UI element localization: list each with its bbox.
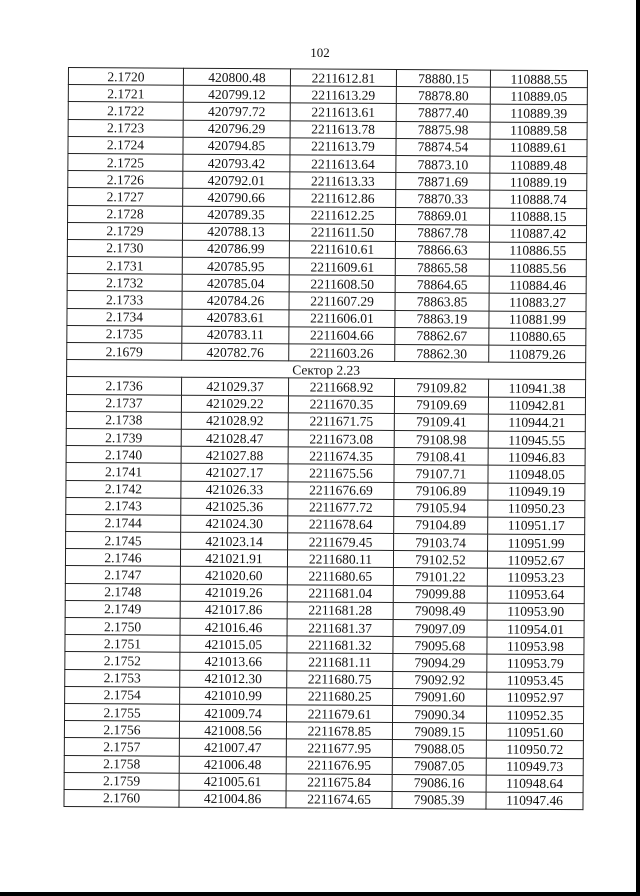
local-y-cell: 110888.74 bbox=[490, 190, 587, 208]
y-coordinate-cell: 2211680.11 bbox=[287, 550, 393, 568]
point-id-cell: 2.1727 bbox=[68, 188, 183, 206]
y-coordinate-cell: 2211680.25 bbox=[287, 688, 393, 706]
x-coordinate-cell: 421015.05 bbox=[180, 635, 287, 653]
x-coordinate-cell: 421021.91 bbox=[180, 549, 287, 567]
x-coordinate-cell: 421023.14 bbox=[181, 532, 288, 550]
local-y-cell: 110953.79 bbox=[487, 654, 584, 672]
y-coordinate-cell: 2211680.75 bbox=[287, 670, 393, 688]
x-coordinate-cell: 421026.33 bbox=[181, 481, 288, 499]
local-x-cell: 79109.41 bbox=[394, 413, 488, 431]
x-coordinate-cell: 420790.66 bbox=[183, 189, 290, 207]
point-id-cell: 2.1725 bbox=[68, 153, 183, 171]
local-x-cell: 78865.58 bbox=[395, 259, 489, 277]
local-y-cell: 110880.65 bbox=[489, 328, 586, 346]
local-x-cell: 79104.89 bbox=[394, 516, 488, 534]
point-id-cell: 2.1750 bbox=[65, 617, 180, 635]
local-x-cell: 78863.19 bbox=[395, 310, 489, 328]
point-id-cell: 2.1736 bbox=[67, 377, 182, 395]
local-x-cell: 79101.22 bbox=[393, 568, 487, 586]
local-x-cell: 79090.34 bbox=[393, 705, 487, 723]
y-coordinate-cell: 2211681.28 bbox=[287, 602, 393, 620]
local-x-cell: 79107.71 bbox=[394, 465, 488, 483]
x-coordinate-cell: 420800.48 bbox=[183, 68, 290, 86]
point-id-cell: 2.1720 bbox=[68, 68, 183, 86]
point-id-cell: 2.1751 bbox=[65, 635, 180, 653]
point-id-cell: 2.1755 bbox=[65, 703, 180, 721]
y-coordinate-cell: 2211612.25 bbox=[290, 206, 396, 224]
local-x-cell: 79088.05 bbox=[392, 740, 486, 758]
y-coordinate-cell: 2211681.37 bbox=[287, 619, 393, 637]
x-coordinate-cell: 421017.86 bbox=[180, 601, 287, 619]
local-y-cell: 110944.21 bbox=[488, 414, 585, 432]
local-y-cell: 110889.48 bbox=[490, 156, 587, 174]
x-coordinate-cell: 420799.12 bbox=[183, 85, 290, 103]
point-id-cell: 2.1753 bbox=[65, 669, 180, 687]
point-id-cell: 2.1730 bbox=[67, 239, 182, 257]
y-coordinate-cell: 2211677.95 bbox=[286, 739, 392, 757]
local-y-cell: 110948.64 bbox=[486, 775, 583, 793]
point-id-cell: 2.1746 bbox=[65, 549, 180, 567]
y-coordinate-cell: 2211677.72 bbox=[288, 499, 394, 517]
scan-edge-right bbox=[636, 0, 640, 896]
point-id-cell: 2.1722 bbox=[68, 102, 183, 120]
local-y-cell: 110888.15 bbox=[490, 208, 587, 226]
local-y-cell: 110951.99 bbox=[488, 534, 585, 552]
y-coordinate-cell: 2211673.08 bbox=[288, 430, 394, 448]
local-x-cell: 79109.82 bbox=[394, 379, 488, 397]
x-coordinate-cell: 420793.42 bbox=[183, 154, 290, 172]
y-coordinate-cell: 2211675.84 bbox=[286, 774, 392, 792]
y-coordinate-cell: 2211679.45 bbox=[288, 533, 394, 551]
x-coordinate-cell: 420789.35 bbox=[183, 206, 290, 224]
point-id-cell: 2.1734 bbox=[67, 308, 182, 326]
y-coordinate-cell: 2211613.29 bbox=[290, 86, 396, 104]
x-coordinate-cell: 420785.04 bbox=[182, 274, 289, 292]
x-coordinate-cell: 421010.99 bbox=[180, 687, 287, 705]
local-x-cell: 78878.80 bbox=[396, 87, 490, 105]
y-coordinate-cell: 2211612.86 bbox=[290, 189, 396, 207]
point-id-cell: 2.1744 bbox=[66, 514, 181, 532]
y-coordinate-cell: 2211668.92 bbox=[288, 378, 394, 396]
local-y-cell: 110953.23 bbox=[487, 569, 584, 587]
x-coordinate-cell: 420797.72 bbox=[183, 103, 290, 121]
y-coordinate-cell: 2211608.50 bbox=[289, 275, 395, 293]
point-id-cell: 2.1754 bbox=[65, 686, 180, 704]
local-y-cell: 110954.01 bbox=[487, 620, 584, 638]
y-coordinate-cell: 2211676.69 bbox=[288, 481, 394, 499]
point-id-cell: 2.1737 bbox=[66, 394, 181, 412]
y-coordinate-cell: 2211678.64 bbox=[288, 516, 394, 534]
local-y-cell: 110947.46 bbox=[486, 792, 583, 810]
local-y-cell: 110946.83 bbox=[488, 448, 585, 466]
local-y-cell: 110889.39 bbox=[490, 104, 587, 122]
local-y-cell: 110889.05 bbox=[490, 87, 587, 105]
local-y-cell: 110951.60 bbox=[486, 723, 583, 741]
local-x-cell: 78862.67 bbox=[395, 327, 489, 345]
local-x-cell: 79108.41 bbox=[394, 448, 488, 466]
local-y-cell: 110953.98 bbox=[487, 637, 584, 655]
local-y-cell: 110941.38 bbox=[488, 379, 585, 397]
y-coordinate-cell: 2211613.78 bbox=[290, 120, 396, 138]
point-id-cell: 2.1743 bbox=[66, 497, 181, 515]
local-x-cell: 79094.29 bbox=[393, 654, 487, 672]
coordinates-table-body bbox=[64, 68, 588, 810]
local-x-cell: 78870.33 bbox=[396, 190, 490, 208]
y-coordinate-cell: 2211676.95 bbox=[286, 756, 392, 774]
y-coordinate-cell: 2211612.81 bbox=[290, 69, 396, 87]
local-y-cell: 110950.72 bbox=[486, 740, 583, 758]
local-x-cell: 78873.10 bbox=[396, 155, 490, 173]
x-coordinate-cell: 421012.30 bbox=[180, 670, 287, 688]
point-id-cell: 2.1747 bbox=[65, 566, 180, 584]
local-x-cell: 78869.01 bbox=[396, 207, 490, 225]
x-coordinate-cell: 421013.66 bbox=[180, 653, 287, 671]
x-coordinate-cell: 420783.61 bbox=[182, 309, 289, 327]
local-y-cell: 110889.58 bbox=[490, 122, 587, 140]
point-id-cell: 2.1731 bbox=[67, 257, 182, 275]
section-title: Сектор 2.23 bbox=[67, 360, 586, 380]
x-coordinate-cell: 421006.48 bbox=[179, 756, 286, 774]
local-x-cell: 79103.74 bbox=[394, 534, 488, 552]
x-coordinate-cell: 421008.56 bbox=[179, 721, 286, 739]
local-x-cell: 78875.98 bbox=[396, 121, 490, 139]
local-y-cell: 110881.99 bbox=[489, 311, 586, 329]
point-id-cell: 2.1758 bbox=[64, 755, 179, 773]
local-x-cell: 78862.30 bbox=[395, 345, 489, 363]
x-coordinate-cell: 420785.95 bbox=[182, 257, 289, 275]
y-coordinate-cell: 2211671.75 bbox=[288, 413, 394, 431]
local-x-cell: 79098.49 bbox=[393, 602, 487, 620]
y-coordinate-cell: 2211613.79 bbox=[290, 138, 396, 156]
point-id-cell: 2.1752 bbox=[65, 652, 180, 670]
local-x-cell: 78874.54 bbox=[396, 138, 490, 156]
local-x-cell: 79105.94 bbox=[394, 499, 488, 517]
point-id-cell: 2.1756 bbox=[64, 721, 179, 739]
y-coordinate-cell: 2211613.64 bbox=[290, 155, 396, 173]
point-id-cell: 2.1739 bbox=[66, 428, 181, 446]
point-id-cell: 2.1757 bbox=[64, 738, 179, 756]
x-coordinate-cell: 421007.47 bbox=[179, 739, 286, 757]
local-x-cell: 79085.39 bbox=[392, 791, 486, 809]
y-coordinate-cell: 2211609.61 bbox=[289, 258, 395, 276]
local-y-cell: 110953.45 bbox=[487, 672, 584, 690]
point-id-cell: 2.1679 bbox=[67, 342, 182, 360]
x-coordinate-cell: 420786.99 bbox=[182, 240, 289, 258]
x-coordinate-cell: 421019.26 bbox=[180, 584, 287, 602]
y-coordinate-cell: 2211607.29 bbox=[289, 292, 395, 310]
point-id-cell: 2.1748 bbox=[65, 583, 180, 601]
local-x-cell: 79089.15 bbox=[392, 723, 486, 741]
y-coordinate-cell: 2211610.61 bbox=[289, 241, 395, 259]
local-y-cell: 110948.05 bbox=[488, 465, 585, 483]
y-coordinate-cell: 2211680.65 bbox=[287, 567, 393, 585]
point-id-cell: 2.1742 bbox=[66, 480, 181, 498]
point-id-cell: 2.1735 bbox=[67, 325, 182, 343]
x-coordinate-cell: 420782.76 bbox=[182, 343, 289, 361]
table-row bbox=[64, 789, 583, 809]
y-coordinate-cell: 2211678.85 bbox=[286, 722, 392, 740]
y-coordinate-cell: 2211670.35 bbox=[288, 395, 394, 413]
point-id-cell: 2.1723 bbox=[68, 119, 183, 137]
point-id-cell: 2.1729 bbox=[67, 222, 182, 240]
coordinates-table bbox=[63, 67, 588, 810]
point-id-cell: 2.1726 bbox=[68, 171, 183, 189]
local-y-cell: 110949.73 bbox=[486, 758, 583, 776]
y-coordinate-cell: 2211674.35 bbox=[288, 447, 394, 465]
point-id-cell: 2.1759 bbox=[64, 772, 179, 790]
y-coordinate-cell: 2211681.32 bbox=[287, 636, 393, 654]
local-y-cell: 110889.19 bbox=[490, 173, 587, 191]
x-coordinate-cell: 421025.36 bbox=[181, 498, 288, 516]
scan-edge-bottom bbox=[0, 892, 640, 896]
x-coordinate-cell: 421028.47 bbox=[181, 429, 288, 447]
x-coordinate-cell: 421004.86 bbox=[179, 790, 286, 808]
local-y-cell: 110886.55 bbox=[489, 242, 586, 260]
local-y-cell: 110950.23 bbox=[488, 500, 585, 518]
y-coordinate-cell: 2211611.50 bbox=[289, 224, 395, 242]
local-y-cell: 110945.55 bbox=[488, 431, 585, 449]
y-coordinate-cell: 2211606.01 bbox=[289, 309, 395, 327]
local-y-cell: 110889.61 bbox=[490, 139, 587, 157]
local-y-cell: 110942.81 bbox=[488, 397, 585, 415]
local-y-cell: 110888.55 bbox=[490, 70, 587, 88]
y-coordinate-cell: 2211603.26 bbox=[289, 344, 395, 362]
local-x-cell: 79095.68 bbox=[393, 637, 487, 655]
point-id-cell: 2.1724 bbox=[68, 136, 183, 154]
x-coordinate-cell: 421027.88 bbox=[181, 446, 288, 464]
local-x-cell: 79109.69 bbox=[394, 396, 488, 414]
y-coordinate-cell: 2211674.65 bbox=[286, 791, 392, 809]
local-y-cell: 110952.35 bbox=[486, 706, 583, 724]
point-id-cell: 2.1738 bbox=[66, 411, 181, 429]
x-coordinate-cell: 420788.13 bbox=[182, 223, 289, 241]
local-y-cell: 110884.46 bbox=[489, 276, 586, 294]
point-id-cell: 2.1741 bbox=[66, 463, 181, 481]
local-x-cell: 79086.16 bbox=[392, 774, 486, 792]
x-coordinate-cell: 421027.17 bbox=[181, 464, 288, 482]
local-y-cell: 110952.67 bbox=[487, 551, 584, 569]
x-coordinate-cell: 420796.29 bbox=[183, 120, 290, 138]
y-coordinate-cell: 2211681.11 bbox=[287, 653, 393, 671]
local-y-cell: 110949.19 bbox=[488, 483, 585, 501]
point-id-cell: 2.1732 bbox=[67, 274, 182, 292]
y-coordinate-cell: 2211604.66 bbox=[289, 327, 395, 345]
x-coordinate-cell: 421005.61 bbox=[179, 773, 286, 791]
local-x-cell: 79097.09 bbox=[393, 619, 487, 637]
y-coordinate-cell: 2211613.33 bbox=[290, 172, 396, 190]
local-x-cell: 78871.69 bbox=[396, 173, 490, 191]
local-x-cell: 78867.78 bbox=[395, 224, 489, 242]
y-coordinate-cell: 2211681.04 bbox=[287, 584, 393, 602]
local-y-cell: 110887.42 bbox=[489, 225, 586, 243]
x-coordinate-cell: 421009.74 bbox=[180, 704, 287, 722]
point-id-cell: 2.1745 bbox=[66, 532, 181, 550]
x-coordinate-cell: 421028.92 bbox=[181, 412, 288, 430]
local-x-cell: 78866.63 bbox=[395, 241, 489, 259]
local-x-cell: 78864.65 bbox=[395, 276, 489, 294]
x-coordinate-cell: 421016.46 bbox=[180, 618, 287, 636]
local-y-cell: 110951.17 bbox=[488, 517, 585, 535]
y-coordinate-cell: 2211675.56 bbox=[288, 464, 394, 482]
local-y-cell: 110883.27 bbox=[489, 294, 586, 312]
local-x-cell: 79087.05 bbox=[392, 757, 486, 775]
local-y-cell: 110953.90 bbox=[487, 603, 584, 621]
page-number: 102 bbox=[310, 45, 330, 60]
x-coordinate-cell: 421020.60 bbox=[180, 567, 287, 585]
local-x-cell: 79091.60 bbox=[393, 688, 487, 706]
y-coordinate-cell: 2211613.61 bbox=[290, 103, 396, 121]
local-x-cell: 79099.88 bbox=[393, 585, 487, 603]
x-coordinate-cell: 421029.22 bbox=[181, 395, 288, 413]
point-id-cell: 2.1740 bbox=[66, 446, 181, 464]
x-coordinate-cell: 420792.01 bbox=[183, 171, 290, 189]
point-id-cell: 2.1760 bbox=[64, 789, 179, 807]
local-x-cell: 78880.15 bbox=[396, 70, 490, 88]
local-y-cell: 110953.64 bbox=[487, 586, 584, 604]
point-id-cell: 2.1749 bbox=[65, 600, 180, 618]
x-coordinate-cell: 421024.30 bbox=[181, 515, 288, 533]
x-coordinate-cell: 420783.11 bbox=[182, 326, 289, 344]
local-x-cell: 78863.85 bbox=[395, 293, 489, 311]
y-coordinate-cell: 2211679.61 bbox=[287, 705, 393, 723]
x-coordinate-cell: 420784.26 bbox=[182, 292, 289, 310]
local-y-cell: 110952.97 bbox=[487, 689, 584, 707]
local-y-cell: 110879.26 bbox=[489, 345, 586, 363]
x-coordinate-cell: 421029.37 bbox=[181, 378, 288, 396]
point-id-cell: 2.1733 bbox=[67, 291, 182, 309]
local-x-cell: 78877.40 bbox=[396, 104, 490, 122]
local-x-cell: 79102.52 bbox=[393, 551, 487, 569]
x-coordinate-cell: 420794.85 bbox=[183, 137, 290, 155]
point-id-cell: 2.1728 bbox=[68, 205, 183, 223]
point-id-cell: 2.1721 bbox=[68, 85, 183, 103]
local-x-cell: 79092.92 bbox=[393, 671, 487, 689]
local-x-cell: 79106.89 bbox=[394, 482, 488, 500]
local-y-cell: 110885.56 bbox=[489, 259, 586, 277]
local-x-cell: 79108.98 bbox=[394, 430, 488, 448]
